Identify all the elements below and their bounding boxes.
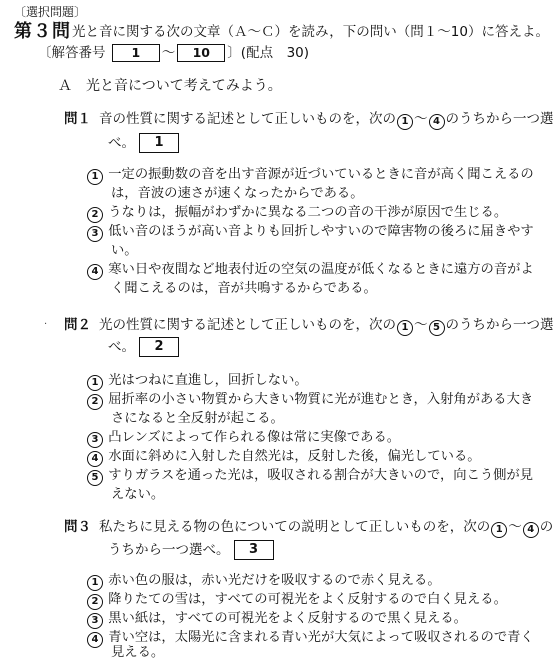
q2-option-2-cont: さになると全反射が起こる。 <box>111 411 284 426</box>
option-text: 光はつねに直進し，回折しない。 <box>108 373 308 388</box>
question-2-line1 <box>64 319 554 336</box>
q2-option-1 <box>86 374 308 391</box>
option-number: 2 <box>87 594 103 610</box>
question-title: 光と音に関する次の文章（Ａ～Ｃ）を読み，下の問い（問１～10）に答えよ。 <box>72 24 549 40</box>
points-label: 〕(配点 30) <box>227 45 310 61</box>
q2-option-4 <box>86 450 481 467</box>
option-text: 屈折率の小さい物質から大きい物質に光が進むとき，入射角がある大き <box>108 392 534 407</box>
question-1-text-cont: べ。 <box>108 135 135 151</box>
q3-option-4-cont: 見える。 <box>111 645 165 660</box>
question-1-label: 問１ <box>64 111 91 127</box>
q2-option-5-cont: えない。 <box>111 487 165 502</box>
question-1-line1 <box>64 113 554 130</box>
circled-number: 1 <box>491 522 507 538</box>
answer-box-end: 10 <box>177 44 225 62</box>
option-text: 低い音のほうが高い音よりも回折しやすいので障害物の後ろに届きやす <box>108 224 534 239</box>
circled-number: 5 <box>429 320 445 336</box>
q3-option-2 <box>86 593 507 610</box>
question-3-line1 <box>64 521 553 538</box>
question-2-line2 <box>108 337 179 357</box>
option-text: 青い空は，太陽光に含まれる青い光が大気によって吸収されるので青く <box>108 630 534 645</box>
answer-box: 3 <box>234 540 274 560</box>
option-text: 黒い紙は，すべての可視光をよく反射するので黒く見える。 <box>108 611 467 626</box>
option-number: 1 <box>87 169 103 185</box>
option-text: 凸レンズによって作られる像は常に実像である。 <box>108 430 401 445</box>
option-number: 3 <box>87 226 103 242</box>
option-text: 水面に斜めに入射した自然光は，反射した後，偏光している。 <box>108 449 481 464</box>
option-number: 3 <box>87 613 103 629</box>
option-text: 一定の振動数の音を出す音源が近づいているときに音が高く聞こえるの <box>108 167 534 182</box>
option-number: 3 <box>87 432 103 448</box>
answer-tilde: ～ <box>161 45 176 61</box>
q1-option-1-cont: は，音波の速さが速くなったからである。 <box>111 186 364 201</box>
q1-option-2 <box>86 206 507 223</box>
option-number: 4 <box>87 451 103 467</box>
q1-option-3-cont: い。 <box>111 243 138 258</box>
q1-option-3 <box>86 225 534 242</box>
question-2-text-cont: べ。 <box>108 339 135 355</box>
circled-number: 1 <box>397 320 413 336</box>
question-1-text-end: のうちから一つ選 <box>445 111 554 127</box>
range-tilde: ～ <box>414 111 428 127</box>
range-tilde: ～ <box>508 519 522 535</box>
q1-option-4-cont: く聞こえるのは，音が共鳴するからである。 <box>111 281 377 296</box>
q1-option-1 <box>86 168 534 185</box>
option-text: うなりは，振幅がわずかに異なる二つの音の干渉が原因で生じる。 <box>108 205 508 220</box>
circled-number: 4 <box>523 522 539 538</box>
q3-option-3 <box>86 612 467 629</box>
option-number: 4 <box>87 264 103 280</box>
circled-number: 4 <box>429 114 445 130</box>
answer-number-range <box>38 44 309 62</box>
question-1-text: 音の性質に関する記述として正しいものを，次の <box>99 111 396 127</box>
q2-option-2 <box>86 393 533 410</box>
section-a-heading: Ａ 光と音について考えてみよう。 <box>58 78 282 94</box>
option-text: 赤い色の服は，赤い光だけを吸収するので赤く見える。 <box>108 573 441 588</box>
option-number: 2 <box>87 207 103 223</box>
q2-option-5 <box>86 469 533 486</box>
answer-box: 2 <box>139 337 179 357</box>
question-3-text: 私たちに見える物の色についての説明として正しいものを，次の <box>99 519 491 535</box>
question-number: 第３問 <box>14 21 71 42</box>
margin-dot: · <box>44 319 48 330</box>
circled-number: 1 <box>397 114 413 130</box>
range-tilde: ～ <box>414 317 428 333</box>
option-text: すりガラスを通った光は，吸収される割合が大きいので，向こう側が見 <box>108 468 534 483</box>
option-text: 寒い日や夜間など地表付近の空気の温度が低くなるときに遠方の音がよ <box>108 262 534 277</box>
option-number: 1 <box>87 575 103 591</box>
question-2-text: 光の性質に関する記述として正しいものを，次の <box>99 317 396 333</box>
option-number: 1 <box>87 375 103 391</box>
option-number: 2 <box>87 394 103 410</box>
question-1-line2 <box>108 133 179 153</box>
question-3-line2 <box>108 540 274 560</box>
selection-tag: 〔選択問題〕 <box>14 5 87 19</box>
q3-option-1 <box>86 574 441 591</box>
option-number: 5 <box>87 470 103 486</box>
answer-label: 〔解答番号 <box>38 45 106 61</box>
option-text: 降りたての雪は，すべての可視光をよく反射するので白く見える。 <box>108 592 507 607</box>
question-3-text-end: の <box>539 519 554 535</box>
question-3-text-cont: うちから一つ選べ。 <box>108 542 230 558</box>
option-number: 4 <box>87 632 103 648</box>
answer-box-start: 1 <box>112 44 160 62</box>
question-3-label: 問３ <box>64 519 91 535</box>
question-2-text-end: のうちから一つ選 <box>445 317 554 333</box>
q2-option-3 <box>86 431 400 448</box>
answer-box: 1 <box>139 133 179 153</box>
q1-option-4 <box>86 263 534 280</box>
question-2-label: 問２ <box>64 317 91 333</box>
